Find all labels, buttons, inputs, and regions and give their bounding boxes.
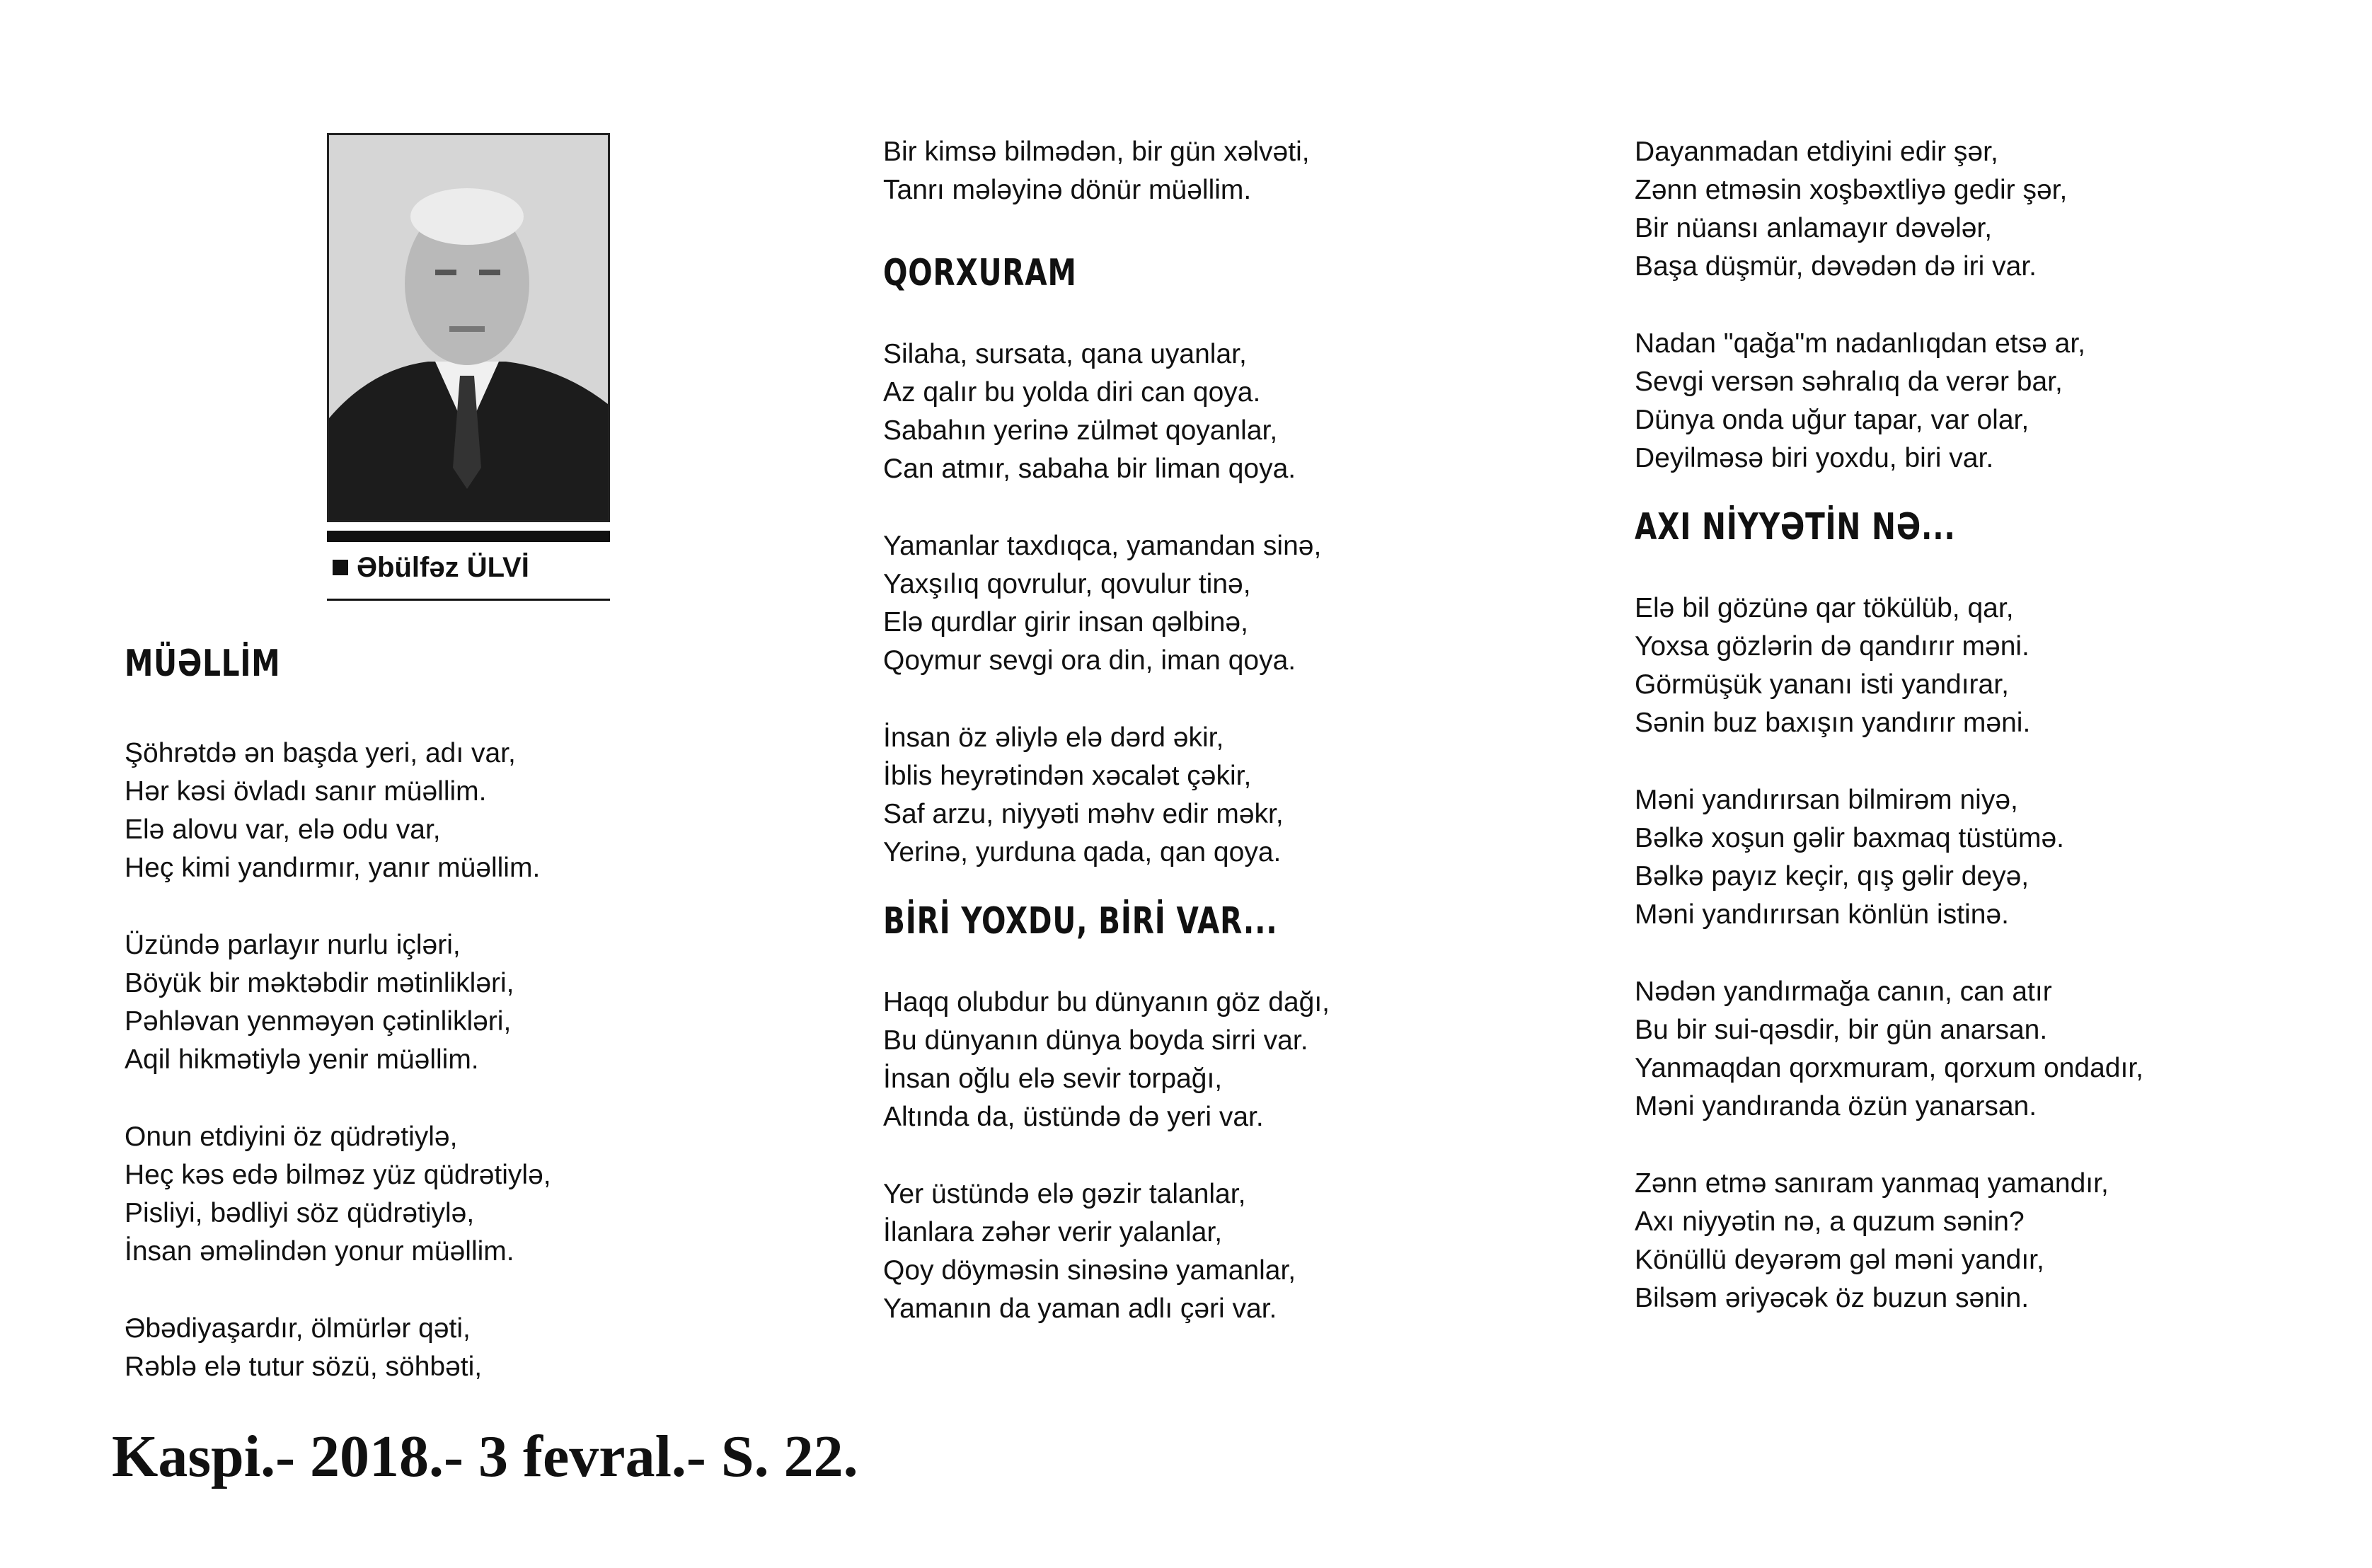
poem-line: Dayanmadan etdiyini edir şər,	[1635, 137, 1998, 167]
stanza	[1635, 973, 2143, 1126]
byline-bar	[327, 531, 610, 542]
poem-line: Zənn etmə sanıram yanmaq yamandır,	[1635, 1168, 2109, 1199]
poem-line: Qoy döyməsin sinəsinə yamanlar,	[883, 1255, 1296, 1286]
poem-1-continuation	[883, 133, 1389, 209]
poem-line: İlanlara zəhər verir yalanlar,	[883, 1217, 1223, 1247]
stanza	[1635, 325, 2143, 478]
square-bullet-icon	[333, 560, 348, 575]
poem-line: Silaha, sursata, qana uyanlar,	[883, 339, 1247, 369]
poem-line: Üzündə parlayır nurlu içləri,	[125, 930, 461, 960]
poem-line: Bəlkə xoşun gəlir baxmaq tüstümə.	[1635, 823, 2064, 853]
source-citation: Kaspi.- 2018.- 3 fevral.- S. 22.	[112, 1424, 858, 1489]
poem-line: Zənn etməsin xoşbəxtliyə gedir şər,	[1635, 175, 2068, 205]
poem-line: İnsan oğlu elə sevir torpağı,	[883, 1063, 1223, 1094]
poem-title: MÜƏLLİM	[125, 642, 281, 685]
stanza	[883, 719, 1389, 872]
poem-line: Hər kəsi övladı sanır müəllim.	[125, 776, 487, 807]
poem-line: Saf arzu, niyyəti məhv edir məkr,	[883, 799, 1284, 829]
poem-line: İblis heyrətindən xəcalət çəkir,	[883, 761, 1252, 791]
poem-line: Can atmır, sabaha bir liman qoya.	[883, 454, 1296, 484]
poem-line: Yerinə, yurduna qada, qan qoya.	[883, 837, 1282, 867]
author-photo	[327, 133, 610, 522]
stanza	[883, 1175, 1389, 1328]
author-name: Əbülfəz ÜLVİ	[357, 552, 529, 583]
poem-line: Sevgi versən səhralıq da verər bar,	[1635, 367, 2063, 397]
author-portrait-image	[329, 135, 608, 520]
poem-1	[125, 642, 551, 1425]
poem-line: Böyük bir məktəbdir mətinlikləri,	[125, 968, 514, 998]
poem-line: Məni yandırırsan könlün istinə.	[1635, 899, 2009, 930]
poem-line: Yamanlar taxdıqca, yamandan sinə,	[883, 531, 1322, 561]
poem-line: Axı niyyətin nə, a quzum sənin?	[1635, 1206, 2025, 1237]
author-byline	[333, 552, 529, 584]
poem-line: Məni yandırırsan bilmirəm niyə,	[1635, 785, 2018, 815]
poem-line: Sabahın yerinə zülmət qoyanlar,	[883, 415, 1278, 446]
poem-line: Bu dünyanın dünya boyda sirri var.	[883, 1025, 1308, 1056]
poem-line: Nədən yandırmağa canın, can atır	[1635, 976, 2052, 1007]
stanza	[883, 984, 1389, 1136]
stanza	[1635, 781, 2143, 934]
poem-line: Altında da, üstündə də yeri var.	[883, 1102, 1264, 1132]
stanza	[125, 1310, 551, 1386]
stanza	[1635, 589, 2143, 742]
poem-line: Elə qurdlar girir insan qəlbinə,	[883, 607, 1248, 638]
stanza	[1635, 133, 2143, 286]
poem-line: Bu bir sui-qəsdir, bir gün anarsan.	[1635, 1015, 2048, 1045]
poem-line: Sənin buz baxışın yandırır məni.	[1635, 708, 2031, 738]
stanza	[883, 527, 1389, 680]
poem-line: Heç kimi yandırmır, yanır müəllim.	[125, 853, 541, 883]
stanza	[125, 734, 551, 887]
poem-line: Könüllü deyərəm gəl məni yandır,	[1635, 1245, 2044, 1275]
poem-line: Yoxsa gözlərin də qandırır məni.	[1635, 631, 2030, 662]
poem-line: Pisliyi, bədliyi söz qüdrətiylə,	[125, 1198, 475, 1228]
poem-title: BİRİ YOXDU, BİRİ VAR...	[883, 900, 1278, 942]
poem-line: Yanmaqdan qorxmuram, qorxum ondadır,	[1635, 1053, 2143, 1083]
poem-line: Bəlkə payız keçir, qış gəlir deyə,	[1635, 861, 2030, 892]
poem-line: Bilsəm əriyəcək öz buzun sənin.	[1635, 1283, 2030, 1313]
poem-line: Tanrı mələyinə dönür müəllim.	[883, 175, 1252, 205]
poem-line: Nadan "qağa"m nadanlıqdan etsə ar,	[1635, 328, 2085, 359]
stanza	[125, 1118, 551, 1271]
poem-line: Yaxşılıq qovrulur, qovulur tinə,	[883, 569, 1251, 599]
poem-line: Dünya onda uğur tapar, var olar,	[1635, 405, 2030, 435]
poem-line: Deyilməsə biri yoxdu, biri var.	[1635, 443, 1994, 473]
poem-line: Heç kəs edə bilməz yüz qüdrətiylə,	[125, 1160, 551, 1190]
poem-line: Elə bil gözünə qar tökülüb, qar,	[1635, 593, 2014, 623]
column-3	[1635, 133, 2143, 1356]
poem-line: Yamanın da yaman adlı çəri var.	[883, 1293, 1277, 1324]
poem-line: Görmüşük yananı isti yandırar,	[1635, 669, 2009, 700]
poem-title: AXI NİYYƏTİN NƏ...	[1635, 506, 1956, 548]
stanza	[1635, 1165, 2143, 1318]
poem-line: Əbədiyaşardır, ölmürlər qəti,	[125, 1313, 471, 1344]
byline-rule	[327, 599, 610, 601]
poem-line: Az qalır bu yolda diri can qoya.	[883, 377, 1261, 408]
stanza	[883, 335, 1389, 488]
poem-line: İnsan əməlindən yonur müəllim.	[125, 1236, 514, 1267]
poem-line: Qoymur sevgi ora din, iman qoya.	[883, 645, 1296, 676]
poem-line: Elə alovu var, elə odu var,	[125, 814, 441, 845]
column-2	[883, 133, 1389, 1367]
poem-line: Aqil hikmətiylə yenir müəllim.	[125, 1044, 479, 1075]
poem-line: Yer üstündə elə gəzir talanlar,	[883, 1179, 1246, 1209]
poem-line: Başa düşmür, dəvədən də iri var.	[1635, 251, 2037, 282]
poem-line: Onun etdiyini öz qüdrətiylə,	[125, 1122, 458, 1152]
poem-line: Bir kimsə bilmədən, bir gün xəlvəti,	[883, 137, 1310, 167]
poem-title: QORXURAM	[883, 252, 1077, 294]
poem-line: Pəhləvan yenməyən çətinlikləri,	[125, 1006, 512, 1037]
poem-line: Haqq olubdur bu dünyanın göz dağı,	[883, 987, 1330, 1018]
stanza	[125, 926, 551, 1079]
poem-line: Rəblə elə tutur sözü, söhbəti,	[125, 1351, 483, 1382]
poem-line: İnsan öz əliylə elə dərd əkir,	[883, 722, 1224, 753]
poem-line: Məni yandıranda özün yanarsan.	[1635, 1091, 2037, 1122]
poem-line: Bir nüansı anlamayır dəvələr,	[1635, 213, 1993, 243]
poem-line: Şöhrətdə ən başda yeri, adı var,	[125, 738, 516, 768]
